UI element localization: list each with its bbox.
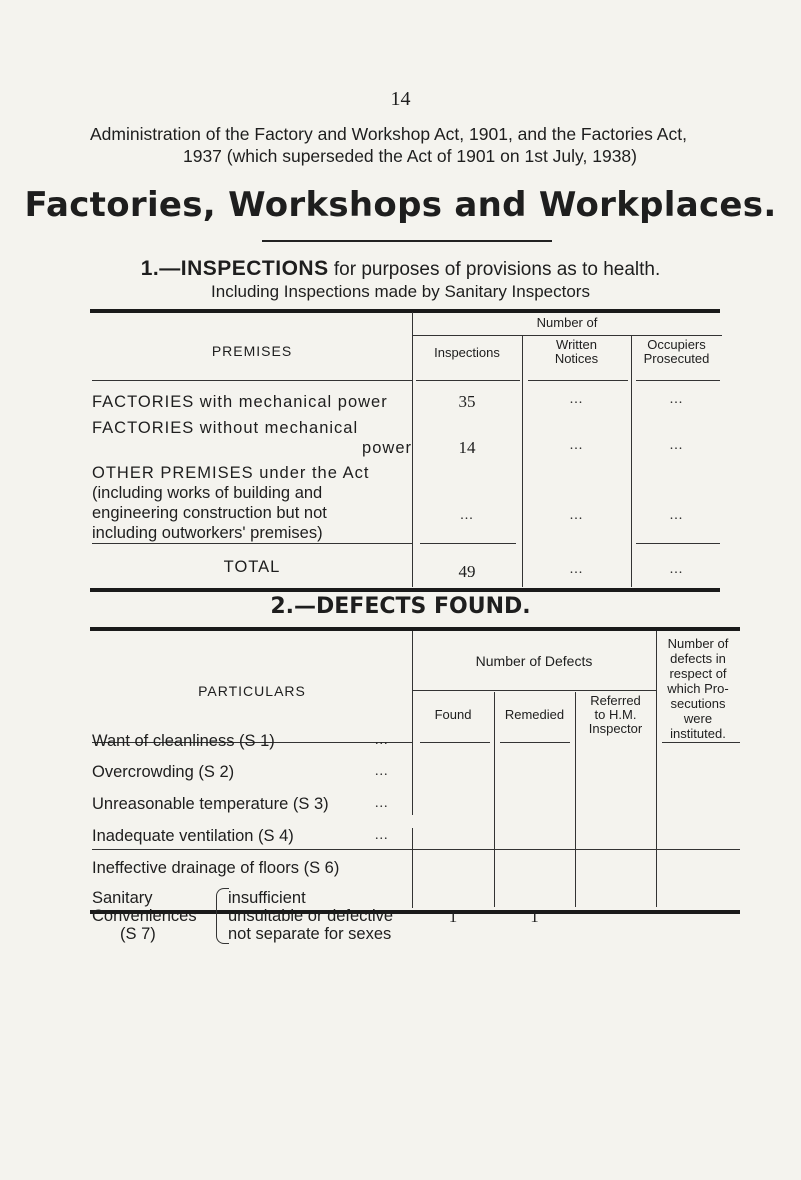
col-prosecutions-5: secutions [670,696,726,711]
sanitary-1: Sanitary [92,889,153,907]
main-heading: Factories, Workshops and Workplaces. [24,185,777,225]
col-inspections: Inspections [434,345,500,360]
page-number: 14 [390,88,411,110]
col-referred-2: to H.M. [594,707,637,722]
row1-inspections: 35 [458,392,476,411]
section1-subtitle: Including Inspections made by Sanitary Inspectors [211,282,590,301]
heading-rule [262,240,552,242]
table1-total-notices: ... [569,562,584,577]
sanitary-opt-1: insufficient [228,889,306,907]
sanitary-2: Conveniences [92,907,197,925]
col-referred [575,694,656,736]
row3-notices: ... [569,508,584,523]
sanitary-found: 1 [448,907,458,926]
table2-header-rule-d [662,742,740,743]
row-ineffective-drainage: Ineffective drainage of floors (S 6) [92,859,340,877]
section1-number: 1.— [140,257,181,280]
row-factories-mechanical: FACTORIES with mechanical power [92,393,388,411]
leader-dots-2: ... [375,764,389,779]
sanitary-opt-3: not separate for sexes [228,925,392,943]
row-overcrowding: Overcrowding (S 2) [92,763,235,781]
table1-subheader-rule [412,335,722,336]
intro-line-2: 1937 (which superseded the Act of 1901 on 1st July, 1938) [182,146,637,166]
table1-header-rule-a [416,380,520,381]
row2-prosecuted: ... [669,438,684,453]
sanitary-3: (S 7) [120,925,156,943]
row2-inspections: 14 [458,438,476,457]
row-other-premises [92,463,412,543]
row3-inspections: ... [460,508,474,523]
particulars-header: PARTICULARS [198,683,306,699]
section1-heading [0,257,801,281]
leader-dots-1: ... [375,733,389,748]
col-prosecutions-1: Number of [667,636,729,651]
row3-label-2: (including works of building and [92,484,323,502]
table2-header-rule-b [500,742,570,743]
table1-header-rule-left [92,380,412,381]
col-remedied: Remedied [504,707,565,722]
table1-total-inspections: 49 [458,562,476,581]
row2-label-1: FACTORIES without mechanical [92,419,359,437]
row1-notices: ... [569,392,584,407]
sanitary-remedied: 1 [530,907,539,926]
table1-vline-2 [522,336,523,587]
premises-header: PREMISES [211,343,293,359]
section1-title: INSPECTIONS [180,257,329,280]
col-prosecutions-2: defects in [670,651,726,666]
row3-prosecuted: ... [669,508,684,523]
leader-dots-3: ... [375,796,389,811]
col-referred-1: Referred [590,693,641,708]
row2-notices: ... [569,438,584,453]
row-want-of-cleanliness: Want of cleanliness (S 1) [92,732,275,750]
col-prosecutions-3: respect of [669,666,727,681]
number-of-header: Number of [536,315,598,330]
number-of-defects-header: Number of Defects [475,653,593,669]
table1-bottom-rule [90,588,720,592]
col-occupiers-prosecuted [631,338,722,366]
table1-vline-3 [631,336,632,587]
table1-top-rule [90,309,720,313]
row1-prosecuted: ... [669,392,684,407]
col-written-2: Notices [554,351,599,366]
col-prosecutions [656,636,740,741]
table1-header-rule-c [636,380,720,381]
section2-heading: 2.—DEFECTS FOUND. [270,594,531,619]
row2-label-2: power [362,439,412,457]
table1-total-label: TOTAL [223,558,281,576]
table1-header-rule-b [528,380,628,381]
table1-total-rule-left [92,543,412,544]
row3-label-4: including outworkers' premises) [92,524,323,542]
table2-vline-2 [494,692,495,907]
col-referred-3: Inspector [588,721,643,736]
intro-line-1: Administration of the Factory and Workshop Act, 1901, and the Factories Act, [90,124,687,144]
table1-total-prosecuted: ... [669,562,684,577]
row3-label-1: OTHER PREMISES under the Act [92,464,370,482]
sanitary-options [228,889,413,943]
table2-top-rule [90,627,740,631]
table2-total-rule-right [412,849,740,850]
sanitary-opt-2: unsuitable or defective [228,907,394,925]
col-prosecutions-4: which Pro- [667,681,729,696]
intro-text [90,123,730,167]
col-found: Found [434,707,472,722]
col-occupiers-1: Occupiers [647,337,706,352]
col-written-notices [522,338,631,366]
table2-subheader-rule [412,690,656,691]
row-factories-without-mechanical [92,418,412,458]
leader-dots-4: ... [375,828,389,843]
table2-header-rule-a [420,742,490,743]
section1-title-rest: for purposes of provisions as to health. [328,259,661,280]
col-written-1: Written [556,337,597,352]
sanitary-label [92,889,222,943]
row-unreasonable-temperature: Unreasonable temperature (S 3) [92,795,329,813]
row3-label-3: engineering construction but not [92,504,327,522]
table1-total-rule-c [636,543,720,544]
col-occupiers-2: Prosecuted [643,351,710,366]
col-prosecutions-6: were [683,711,713,726]
col-prosecutions-7: instituted. [670,726,726,741]
table2-total-rule-left [92,849,412,850]
row-inadequate-ventilation: Inadequate ventilation (S 4) [92,827,294,845]
table1-total-rule-a [420,543,516,544]
